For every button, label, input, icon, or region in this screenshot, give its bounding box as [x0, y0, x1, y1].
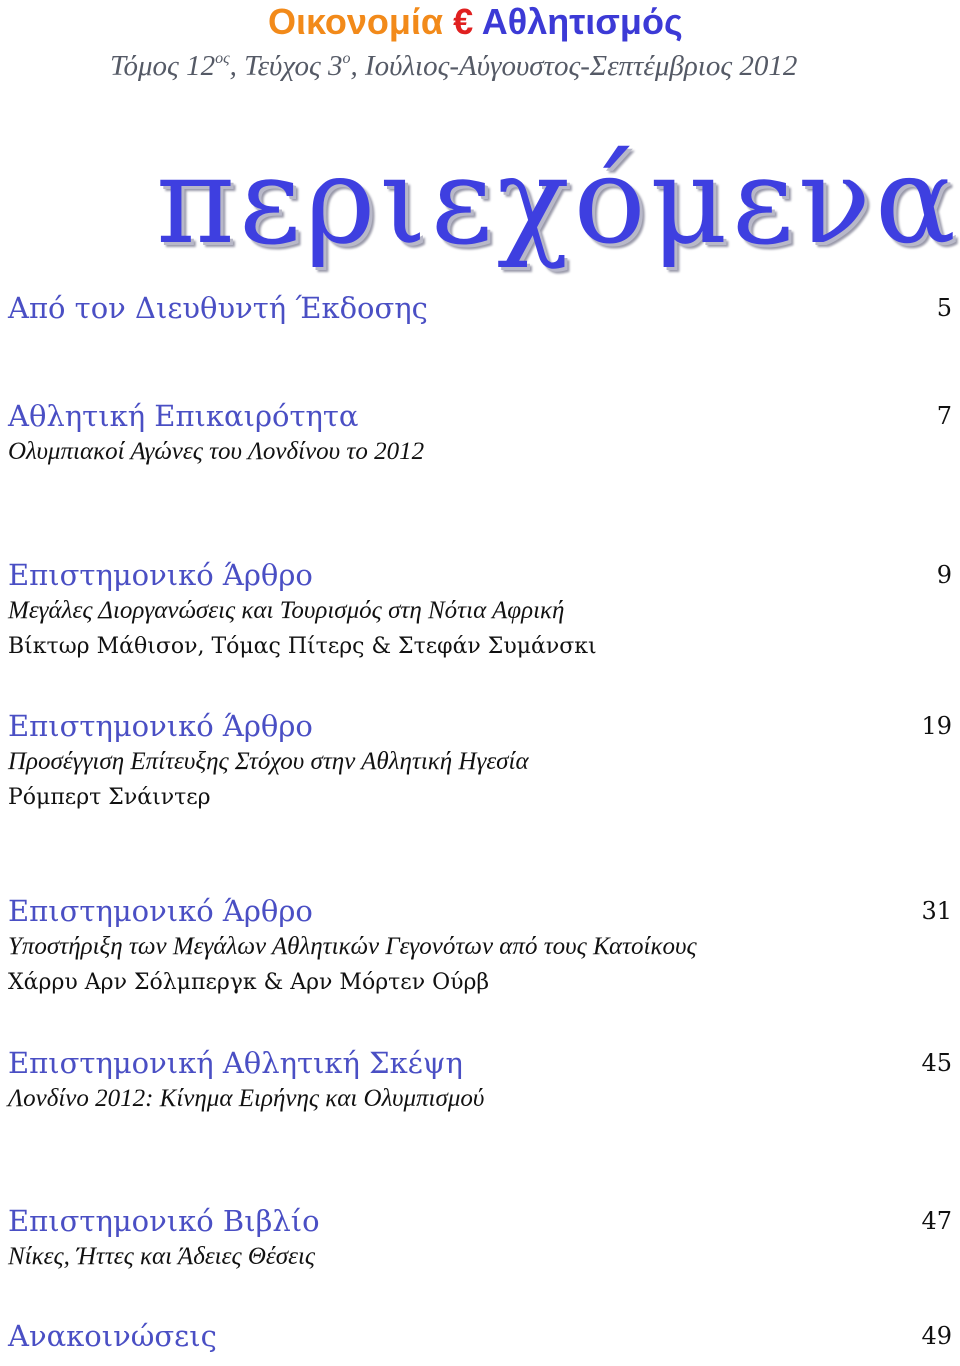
issue-volume-ordinal: ος — [215, 50, 230, 67]
contents-heading: περιεχόμενα — [156, 132, 960, 271]
issue-months: , Ιούλιος-Αύγουστος-Σεπτέμβριος 2012 — [350, 50, 798, 82]
toc-section-title: Επιστημονικό Άρθρο — [8, 709, 313, 743]
toc-article-title: Λονδίνο 2012: Κίνημα Ειρήνης και Ολυμπισμού — [8, 1085, 485, 1112]
toc-page-number: 5 — [936, 294, 952, 322]
issue-number: , Τεύχος 3 — [229, 50, 343, 82]
toc-page-number: 49 — [921, 1322, 952, 1350]
toc-article-title: Υποστήριξη των Μεγάλων Αθλητικών Γεγονότων από τους Κατοίκους — [8, 933, 697, 960]
toc-page-number: 31 — [921, 897, 952, 925]
toc-section-title: Επιστημονικό Άρθρο — [8, 558, 313, 592]
journal-title-sport: Αθλητισμός — [481, 1, 683, 42]
toc-authors: Χάρρυ Αρν Σόλμπεργκ & Αρν Μόρτεν Ούρβ — [8, 970, 490, 995]
toc-entry-announcements[interactable] — [8, 1318, 952, 1354]
toc-section-title: Αθλητική Επικαιρότητα — [8, 399, 359, 433]
toc-entry-sports-thought[interactable] — [8, 1045, 952, 1117]
toc-entry-article-2[interactable] — [8, 708, 952, 816]
toc-authors: Βίκτωρ Μάθισον, Τόμας Πίτερς & Στεφάν Συμάνσκι — [8, 634, 597, 659]
toc-article-title: Νίκες, Ήττες και Άδειες Θέσεις — [8, 1243, 316, 1270]
toc-section-title: Ανακοινώσεις — [8, 1319, 217, 1353]
toc-authors: Ρόμπερτ Σνάιντερ — [8, 785, 211, 810]
journal-title — [268, 0, 683, 44]
toc-article-title: Προσέγγιση Επίτευξης Στόχου στην Αθλητική Ηγεσία — [8, 748, 529, 775]
toc-section-title: Επιστημονικό Βιβλίο — [8, 1204, 320, 1238]
toc-page-number: 7 — [936, 402, 952, 430]
toc-page-number: 9 — [936, 561, 952, 589]
issue-volume: Τόμος 12 — [110, 50, 216, 82]
euro-symbol: € — [453, 1, 474, 42]
issue-number-ordinal: ο — [342, 50, 351, 67]
issue-info — [110, 48, 797, 84]
toc-entry-editor[interactable] — [8, 290, 952, 326]
toc-entry-book[interactable] — [8, 1203, 952, 1275]
toc-page-number: 45 — [921, 1049, 952, 1077]
toc-article-title: Ολυμπιακοί Αγώνες του Λονδίνου το 2012 — [8, 438, 425, 465]
toc-section-title: Από τον Διευθυντή Έκδοσης — [8, 291, 428, 325]
toc-article-title: Μεγάλες Διοργανώσεις και Τουρισμός στη Νότια Αφρική — [8, 597, 565, 624]
toc-entry-article-3[interactable] — [8, 893, 952, 1001]
journal-title-economy: Οικονομία — [268, 1, 444, 42]
toc-section-title: Επιστημονική Αθλητική Σκέψη — [8, 1046, 463, 1080]
toc-section-title: Επιστημονικό Άρθρο — [8, 894, 313, 928]
toc-entry-article-1[interactable] — [8, 557, 952, 665]
toc-page-number: 47 — [921, 1207, 952, 1235]
toc-page-number: 19 — [921, 712, 952, 740]
toc-entry-sports-news[interactable] — [8, 398, 952, 470]
